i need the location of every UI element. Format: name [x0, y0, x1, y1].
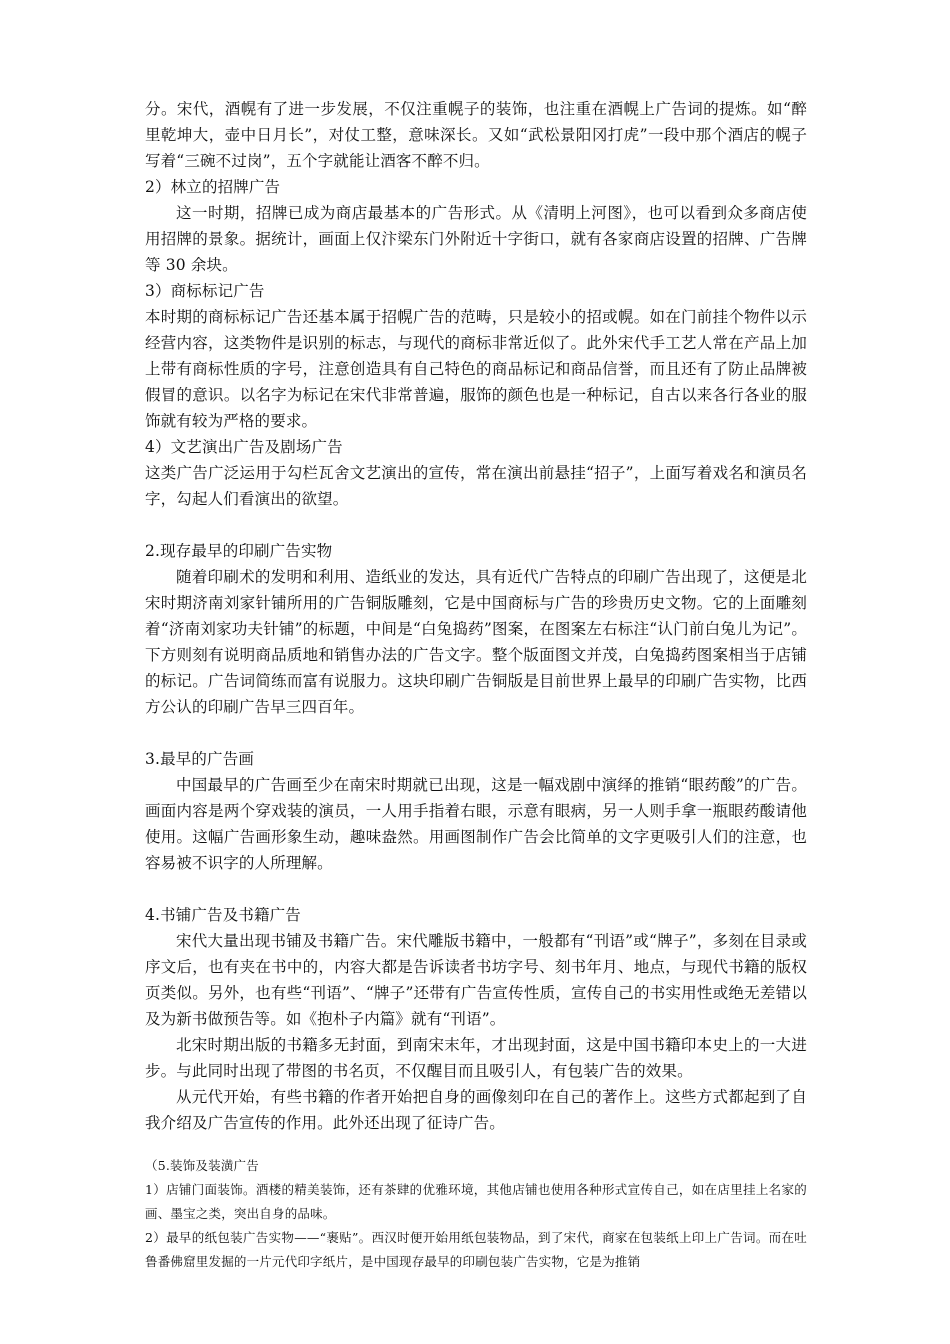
document-page	[145, 96, 807, 1274]
section-heading: 4.书铺广告及书籍广告	[145, 906, 301, 924]
subheading: 4）文艺演出广告及剧场广告	[145, 438, 343, 456]
section-heading: 2.现存最早的印刷广告实物	[145, 542, 333, 560]
paragraph: 2）最早的纸包装广告实物——“裹贴”。西汉时便开始用纸包装物品，到了宋代，商家在包装纸上印上广告词。而在吐鲁番佛窟里发掘的一片元代印字纸片，是中国现存最早的印刷包装广告实物，它是为推销	[145, 1230, 807, 1269]
section-printed-ad	[145, 538, 807, 720]
subheading: 3）商标标记广告	[145, 282, 265, 300]
spacer	[145, 1136, 807, 1154]
subheading: 2）林立的招牌广告	[145, 178, 281, 196]
paragraph: 分。宋代，酒幌有了进一步发展，不仅注重幌子的装饰，也注重在酒幌上广告词的提炼。如“醉里乾坤大，壶中日月长”，对仗工整，意味深长。又如“武松景阳冈打虎”一段中那个酒店的幌子写着“三碗不过岗”，五个字就能让酒客不醉不归。	[145, 100, 807, 170]
paragraph: 中国最早的广告画至少在南宋时期就已出现，这是一幅戏剧中演绎的推销“眼药酸”的广告。画面内容是两个穿戏装的演员，一人用手指着右眼，示意有眼病，另一人则手拿一瓶眼药酸请他使用。这幅广告画形象生动，趣味盎然。用画图制作广告会比简单的文字更吸引人们的注意，也容易被不识字的人所理解。	[145, 776, 807, 872]
spacer	[145, 720, 807, 746]
spacer	[145, 512, 807, 538]
section-heading: 3.最早的广告画	[145, 750, 254, 768]
section-decoration-ads	[145, 1154, 807, 1274]
paragraph: 1）店铺门面装饰。酒楼的精美装饰，还有茶肆的优雅环境，其他店铺也使用各种形式宣传自己，如在店里挂上名家的画、墨宝之类，突出自身的品味。	[145, 1182, 807, 1221]
paragraph: 从元代开始，有些书籍的作者开始把自身的画像刻印在自己的著作上。这些方式都起到了自我介绍及广告宣传的作用。此外还出现了征诗广告。	[145, 1088, 807, 1132]
paragraph: 这类广告广泛运用于勾栏瓦舍文艺演出的宣传，常在演出前悬挂“招子”，上面写着戏名和演员名字，勾起人们看演出的欲望。	[145, 464, 807, 508]
paragraph: 北宋时期出版的书籍多无封面，到南宋末年，才出现封面，这是中国书籍印本史上的一大进步。与此同时出现了带图的书名页，不仅醒目而且吸引人，有包装广告的效果。	[145, 1036, 807, 1080]
paragraph: 随着印刷术的发明和利用、造纸业的发达，具有近代广告特点的印刷广告出现了，这便是北宋时期济南刘家针铺所用的广告铜版雕刻，它是中国商标与广告的珍贵历史文物。它的上面雕刻着“济南刘家功夫针铺”的标题，中间是“白兔捣药”图案，在图案左右标注“认门前白兔儿为记”。下方则刻有说明商品质地和销售办法的广告文字。整个版面图文并茂，白兔捣药图案相当于店铺的标记。广告词简练而富有说服力。这块印刷广告铜版是目前世界上最早的印刷广告实物，比西方公认的印刷广告早三四百年。	[145, 568, 807, 716]
paragraph: 这一时期，招牌已成为商店最基本的广告形式。从《清明上河图》，也可以看到众多商店使用招牌的景象。据统计，画面上仅汴梁东门外附近十字街口，就有各家商店设置的招牌、广告牌等 30 余块。	[145, 204, 807, 274]
paragraph: 宋代大量出现书铺及书籍广告。宋代雕版书籍中，一般都有“刊语”或“牌子”，多刻在目录或序文后，也有夹在书中的，内容大都是告诉读者书坊字号、刻书年月、地点，与现代书籍的版权页类似。另外，也有些“刊语”、“牌子”还带有广告宣传性质，宣传自己的书实用性或绝无差错以及为新书做预告等。如《抱朴子内篇》就有“刊语”。	[145, 932, 807, 1028]
section-heading: （5.装饰及装潢广告	[145, 1158, 259, 1173]
section-book-ads	[145, 902, 807, 1136]
spacer	[145, 876, 807, 902]
paragraph: 本时期的商标标记广告还基本属于招幌广告的范畴，只是较小的招或幌。如在门前挂个物件以示经营内容，这类物件是识别的标志，与现代的商标非常近似了。此外宋代手工艺人常在产品上加上带有商标性质的字号，注意创造具有自己特色的商品标记和商品信誉，而且还有了防止品牌被假冒的意识。以名字为标记在宋代非常普遍，服饰的颜色也是一种标记，自古以来各行各业的服饰就有较为严格的要求。	[145, 308, 807, 430]
section-wine-banner	[145, 96, 807, 512]
section-ad-painting	[145, 746, 807, 876]
